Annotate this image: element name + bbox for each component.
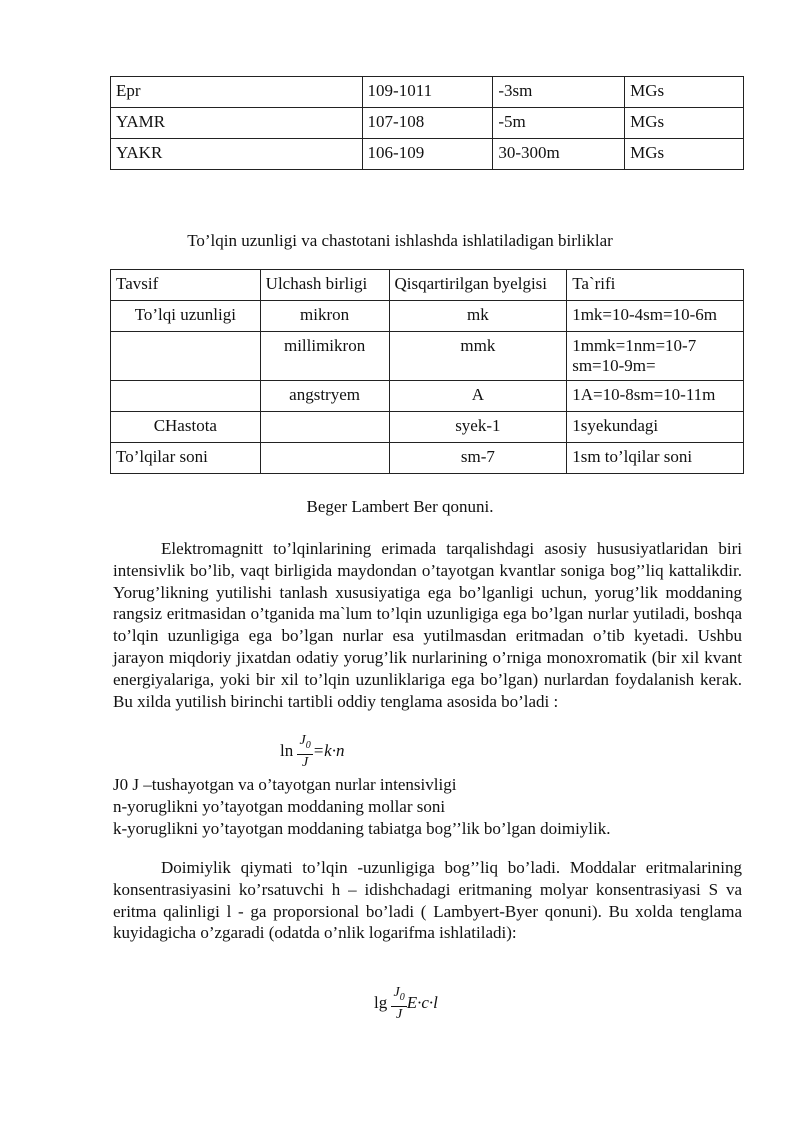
fraction-denominator: J xyxy=(301,754,309,770)
fraction-numerator xyxy=(297,733,312,755)
table-row xyxy=(111,443,744,474)
table-row xyxy=(111,381,744,412)
numerator-symbol: J xyxy=(393,985,400,1000)
table-cell: -3sm xyxy=(493,77,625,108)
formula-rhs: =k·n xyxy=(312,740,345,760)
table-cell: 107-108 xyxy=(362,108,493,139)
table-cell: 1syekundagi xyxy=(567,412,744,443)
table-caption: To’lqin uzunligi va chastotani ishlashda ishlatiladigan birliklar xyxy=(187,231,613,250)
table-cell: millimikron xyxy=(260,332,389,381)
table-cell: MGs xyxy=(625,108,744,139)
table-cell: MGs xyxy=(625,139,744,170)
table-cell: -5m xyxy=(493,108,625,139)
table-cell xyxy=(260,412,389,443)
table-cell: 1sm to’lqilar soni xyxy=(567,443,744,474)
table-cell: mmk xyxy=(389,332,567,381)
column-header: Tavsif xyxy=(111,270,261,301)
table-cell: 1A=10-8sm=10-11m xyxy=(567,381,744,412)
legend-line: n-yoruglikni yo’tayotgan moddaning mollar soni xyxy=(113,797,446,816)
table-cell: 1mk=10-4sm=10-6m xyxy=(567,301,744,332)
legend-line: k-yoruglikni yo’tayotgan moddaning tabiatga bog’’lik bo’lgan doimiylik. xyxy=(113,819,611,838)
table-cell: MGs xyxy=(625,77,744,108)
table-cell: A xyxy=(389,381,567,412)
table-header-row xyxy=(111,270,744,301)
table-cell: YAKR xyxy=(111,139,363,170)
paragraph: Doimiylik qiymati to’lqin -uzunligiga bog’’liq bo’ladi. Moddalar eritmalarining konsentrasiyasini ko’rsatuvchi h – idishchadagi eritmaning molyar konsentrasiyasi S va eritma qalinligi l - ga proporsional bo’ladi ( Lambyert-Byer qonuni). Bu xolda tenglama kuyidagicha o’zgaradi (odatda o’nlik logarifma ishlatiladi): xyxy=(113,858,742,943)
table-cell: sm-7 xyxy=(389,443,567,474)
formula-fraction xyxy=(391,985,406,1023)
numerator-subscript: 0 xyxy=(399,991,405,1003)
legend-line: J0 J –tushayotgan va o’tayotgan nurlar intensivligi xyxy=(113,775,457,794)
formula-function: ln xyxy=(280,740,294,760)
table-cell xyxy=(111,332,261,381)
fraction-denominator: J xyxy=(395,1006,403,1022)
table-cell: Epr xyxy=(111,77,363,108)
table-cell: mk xyxy=(389,301,567,332)
table-cell: syek-1 xyxy=(389,412,567,443)
table-cell: angstryem xyxy=(260,381,389,412)
table-row xyxy=(111,412,744,443)
table-row xyxy=(111,108,744,139)
table-cell: To’lqilar soni xyxy=(111,443,261,474)
table-row xyxy=(111,139,744,170)
table-cell: YAMR xyxy=(111,108,363,139)
column-header: Qisqartirilgan byelgisi xyxy=(389,270,567,301)
formula-rhs: E·c·l xyxy=(406,992,438,1012)
table-cell: To’lqi uzunligi xyxy=(111,301,261,332)
table-cell: 106-109 xyxy=(362,139,493,170)
table-cell: CHastota xyxy=(111,412,261,443)
table-cell xyxy=(260,443,389,474)
numerator-subscript: 0 xyxy=(305,739,311,751)
table-cell: mikron xyxy=(260,301,389,332)
formula-function: lg xyxy=(374,992,388,1012)
column-header: Ulchash birligi xyxy=(260,270,389,301)
radiation-table xyxy=(110,76,744,170)
formula-lg xyxy=(374,985,438,1023)
table-cell xyxy=(111,381,261,412)
units-table xyxy=(110,269,744,474)
column-header: Ta`rifi xyxy=(567,270,744,301)
table-row xyxy=(111,301,744,332)
table-cell: 109-1011 xyxy=(362,77,493,108)
table-cell: 1mmk=1nm=10-7 sm=10-9m= xyxy=(567,332,744,381)
numerator-symbol: J xyxy=(299,733,306,748)
fraction-numerator xyxy=(391,985,406,1007)
table-cell: 30-300m xyxy=(493,139,625,170)
table-row xyxy=(111,332,744,381)
table-row xyxy=(111,77,744,108)
formula-fraction xyxy=(297,733,312,771)
formula-ln xyxy=(280,733,344,771)
paragraph: Elektromagnitt to’lqinlarining erimada tarqalishdagi asosiy hususiyatlaridan biri intensivlik bo’lib, vaqt birligida maydondan o’tayotgan kvantlar soniga bog’’liq kattalikdir. Yorug’likning yutilishi tanlash xususiyatiga ega bo’lganligi uchun, yorug’lik moddaning rangsiz eritmasidan o’tganida ma`lum to’lqin uzunligiga ega bo’lgan nurlar yutiladi, boshqa to’lqin uzunligiga ega bo’lgan nurlar esa yutilmasdan eritmadan o’tib kyetadi. Ushbu jarayon miqdoriy jixatdan odatiy yorug’lik nurlarining o’rniga monoxromatik (bir xil kvant energiyalariga, yoki bir xil to’lqin uzunliklariga ega bo’lgan) nurlardan foydalanish kerak. Bu xilda yutilish birinchi tartibli oddiy tenglama asosida bo’ladi : xyxy=(113,539,742,711)
section-title: Beger Lambert Ber qonuni. xyxy=(306,497,494,516)
